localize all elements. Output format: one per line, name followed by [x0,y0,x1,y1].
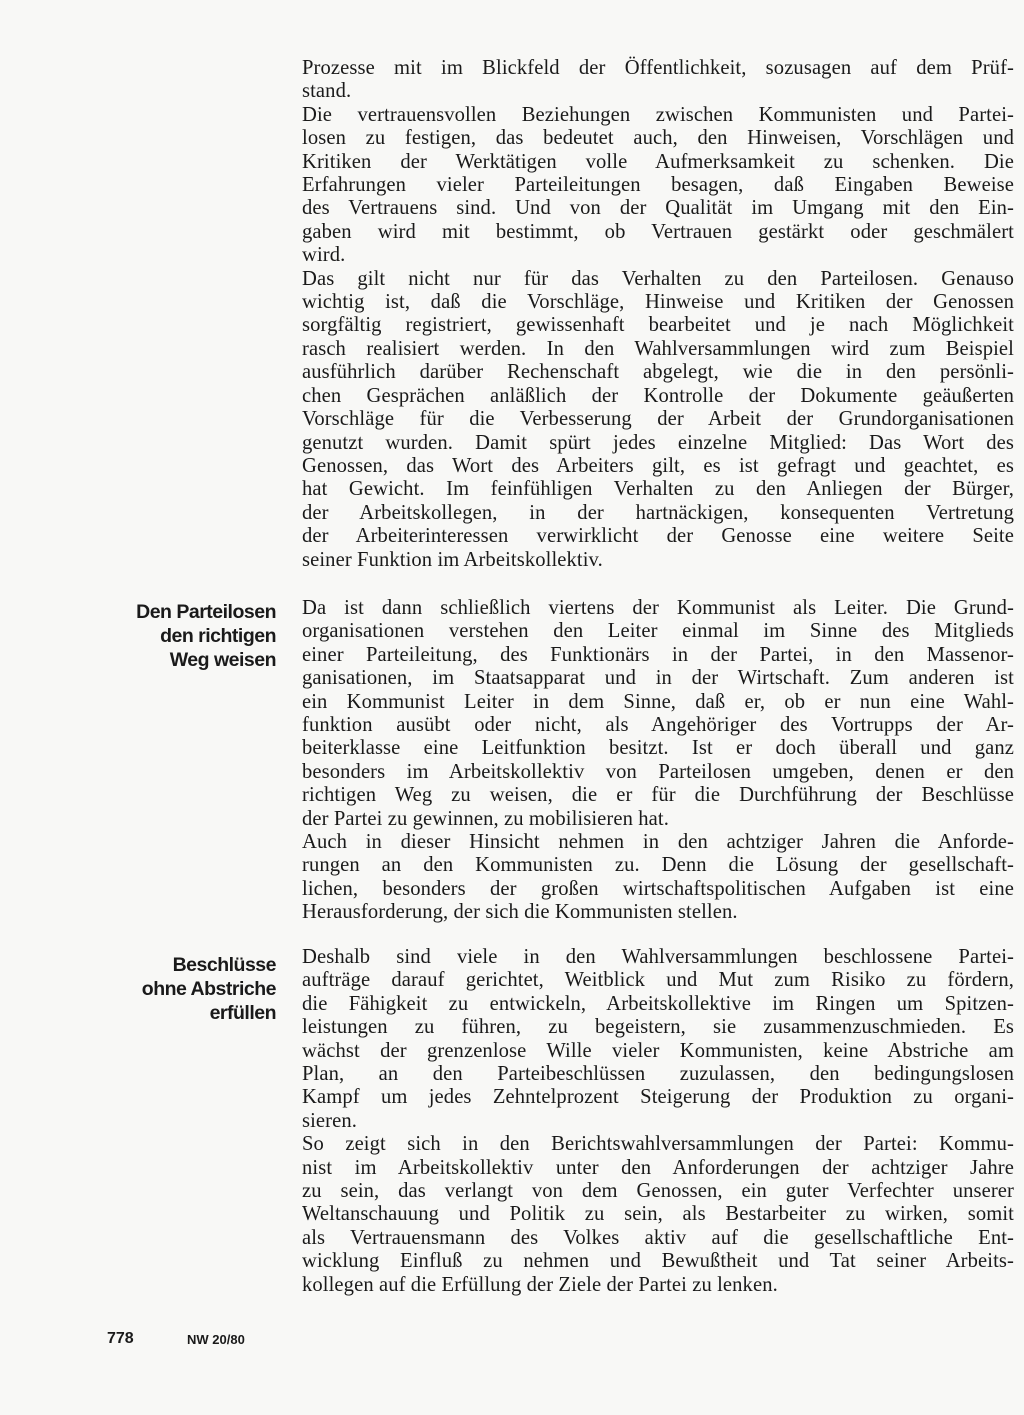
text-line: sieren. [302,1109,358,1132]
text-line: Kritiken der Werktätigen volle Aufmerksamkeit zu schenken. Die [302,150,1014,173]
text-line: zu sein, das verlangt von dem Genossen, ein guter Verfechter unserer [302,1180,1014,1203]
text-line: der Partei zu gewinnen, zu mobilisieren hat. [302,807,669,830]
text-line: richtigen Weg zu weisen, die er für die Durchführung der Beschlüsse [302,784,1014,807]
text-line: der Arbeiterinteressen verwirklicht der Genosse eine weitere Seite [302,525,1014,548]
text-line: chen Gesprächen anläßlich der Kontrolle der Dokumente geäußerten [302,384,1014,407]
text-line: Deshalb sind viele in den Wahlversammlungen beschlossene Partei- [302,946,1014,968]
text-line: leistungen zu führen, zu begeistern, sie zusammenzuschmieden. Es [302,1016,1014,1039]
text-line: Vorschläge für die Verbesserung der Arbeit der Grundorganisationen [302,408,1014,431]
text-line: funktion ausübt oder nicht, als Angehöriger des Vortrupps der Ar- [302,714,1014,737]
text-line: des Vertrauens sind. Und von der Qualität im Umgang mit den Ein- [302,197,1014,220]
text-line: die Fähigkeit zu entwickeln, Arbeitskollektive im Ringen um Spitzen- [302,992,1014,1015]
issue-label: NW 20/80 [187,1332,245,1347]
body-section-2 [302,597,1014,925]
text-line: Die vertrauensvollen Beziehungen zwischen Kommunisten und Partei- [302,103,1014,126]
text-line: als Vertrauensmann des Volkes aktiv auf die gesellschaftliche Ent- [302,1226,1014,1249]
text-line: organisationen verstehen den Leiter einmal im Sinne des Mitglieds [302,620,1014,643]
text-line: wicklung Einfluß zu nehmen und Bewußtheit und Tat seiner Arbeits- [302,1250,1014,1273]
text-line: ein Kommunist Leiter in dem Sinne, daß er, ob er nun eine Wahl- [302,690,1014,713]
text-line: Kampf um jedes Zehntelprozent Steigerung der Produktion zu organi- [302,1086,1014,1109]
text-line: Herausforderung, der sich die Kommunisten stellen. [302,901,738,924]
text-line: wichtig ist, daß die Vorschläge, Hinweise und Kritiken der Genossen [302,291,1014,314]
page-number: 778 [107,1330,134,1347]
side-heading-line: ohne Abstriche [141,978,276,1000]
text-line: Das gilt nicht nur für das Verhalten zu den Parteilosen. Genauso [302,267,1014,290]
text-line: nist im Arbeitskollektiv unter den Anforderungen der achtziger Jahre [302,1156,1014,1179]
text-line: gaben wird mit bestimmt, ob Vertrauen gestärkt oder geschmälert [302,220,1014,243]
side-heading-line: Weg weisen [169,649,276,671]
text-line: Prozesse mit im Blickfeld der Öffentlichkeit, sozusagen auf dem Prüf- [302,57,1014,79]
body-section-1 [302,57,1014,572]
text-line: kollegen auf die Erfüllung der Ziele der Partei zu lenken. [302,1273,778,1296]
side-heading-parteilosen [76,600,276,672]
text-line: der Arbeitskollegen, in der hartnäckigen, konsequenten Vertretung [302,501,1014,524]
side-heading-beschluesse [76,953,276,1025]
side-heading-line: erfüllen [209,1002,276,1024]
side-heading-line: Den Parteilosen [136,601,276,623]
text-line: Auch in dieser Hinsicht nehmen in den achtziger Jahren die Anforde- [302,831,1014,854]
text-line: beiterklasse eine Leitfunktion besitzt. Ist er doch überall und ganz [302,737,1014,760]
text-line: aufträge darauf gerichtet, Weitblick und Mut zum Risiko zu fördern, [302,969,1014,992]
text-line: wird. [302,244,346,267]
text-line: Plan, an den Parteibeschlüssen zuzulassen, den bedingungslosen [302,1063,1014,1086]
text-line: rungen an den Kommunisten zu. Denn die Lösung der gesellschaft- [302,854,1014,877]
text-line: Erfahrungen vieler Parteileitungen besagen, daß Eingaben Beweise [302,174,1014,197]
text-line: So zeigt sich in den Berichtswahlversammlungen der Partei: Kommu- [302,1133,1014,1156]
text-line: losen zu festigen, das bedeutet auch, den Hinweisen, Vorschlägen und [302,127,1014,150]
body-section-3 [302,946,1014,1297]
text-line: wächst der grenzenlose Wille vieler Kommunisten, keine Abstriche am [302,1039,1014,1062]
text-line: seiner Funktion im Arbeitskollektiv. [302,548,603,571]
text-line: Da ist dann schließlich viertens der Kommunist als Leiter. Die Grund- [302,597,1014,619]
text-line: lichen, besonders der großen wirtschaftspolitischen Aufgaben ist eine [302,877,1014,900]
text-line: sorgfältig registriert, gewissenhaft bearbeitet und je nach Möglichkeit [302,314,1014,337]
text-line: stand. [302,80,352,103]
text-line: Weltanschauung und Politik zu sein, als Bestarbeiter zu wirken, somit [302,1203,1014,1226]
text-line: ganisationen, im Staatsapparat und in der Wirtschaft. Zum anderen ist [302,667,1014,690]
text-line: einer Parteileitung, des Funktionärs in der Partei, in den Massenor- [302,643,1014,666]
text-line: genutzt wurden. Damit spürt jedes einzelne Mitglied: Das Wort des [302,431,1014,454]
side-heading-line: Beschlüsse [172,954,276,976]
text-line: rasch realisiert werden. In den Wahlversammlungen wird zum Beispiel [302,337,1014,360]
text-line: besonders im Arbeitskollektiv von Parteilosen umgeben, denen er den [302,760,1014,783]
side-heading-line: den richtigen [160,625,276,647]
text-line: Genossen, das Wort des Arbeiters gilt, es ist gefragt und geachtet, es [302,454,1014,477]
text-line: hat Gewicht. Im feinfühligen Verhalten zu den Anliegen der Bürger, [302,478,1014,501]
text-line: ausführlich darüber Rechenschaft abgelegt, wie die in den persönli- [302,361,1014,384]
